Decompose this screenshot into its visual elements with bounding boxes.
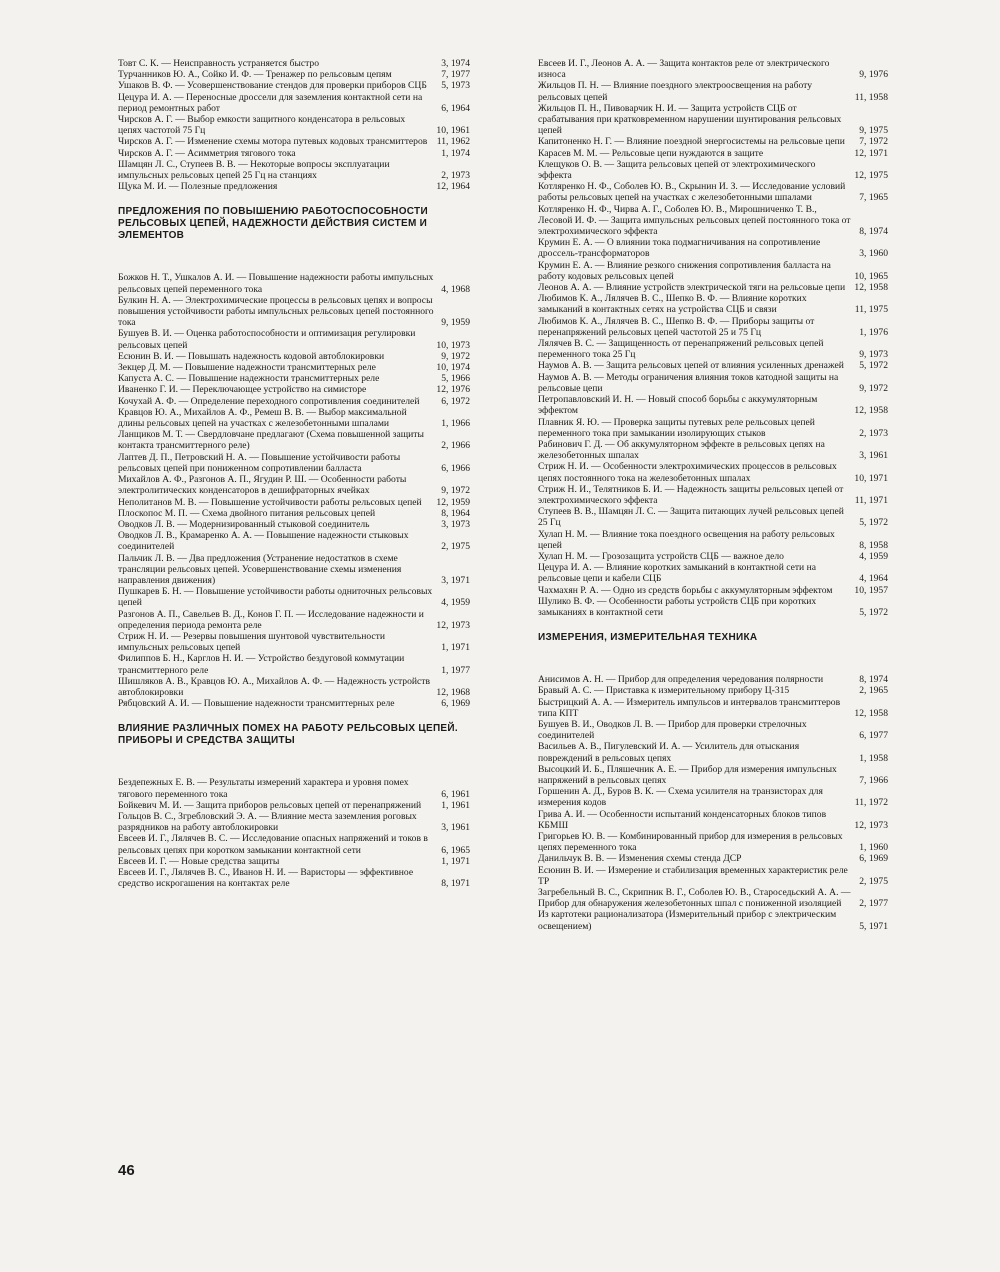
index-entry: [538, 741, 888, 763]
entry-citation: Пушкарев Б. Н. — Повышение устойчивости работы одниточных рельсовых цепей: [118, 586, 433, 609]
entry-issue-year: 6, 1961: [441, 788, 470, 800]
entry-issue-year: 7, 1966: [859, 774, 888, 786]
entry-citation: Есюнин В. И. — Измерение и стабилизация временных характеристик реле ТР: [538, 864, 848, 887]
entry-citation: Котляренко Н. Ф., Соболев Ю. В., Скрынин И. З. — Исследование условий работы рельсовых цепей на участках с железобетонными шпалами: [538, 181, 846, 204]
section-interference-entries: [118, 777, 470, 889]
entry-issue-year: 7, 1972: [859, 136, 888, 148]
entry-citation: Леонов А. А. — Влияние устройств электрической тяги на рельсовые цепи: [538, 282, 846, 294]
entry-citation: Чахмахян Р. А. — Одно из средств борьбы с аккумуляторным эффектом: [538, 584, 833, 596]
entry-issue-year: 4, 1968: [441, 283, 470, 295]
entry-issue-year: 4, 1959: [441, 597, 470, 609]
entry-citation: Щука М. И. — Полезные предложения: [118, 181, 278, 193]
index-entry: [538, 719, 888, 741]
top-entries: [118, 58, 470, 192]
entry-citation: Турчанников Ю. А., Сойко И. Ф. — Тренажер по рельсовым цепям: [118, 69, 392, 81]
entry-citation: Филиппов Б. Н., Карглов Н. И. — Устройство бездуговой коммутации трансмиттерного реле: [118, 653, 405, 676]
entry-issue-year: 2, 1966: [441, 440, 470, 452]
index-entry: [538, 887, 888, 909]
entry-issue-year: 12, 1959: [436, 496, 470, 508]
entry-issue-year: 5, 1972: [859, 517, 888, 529]
entry-issue-year: 11, 1958: [854, 91, 888, 103]
section-measurements-entries: [538, 674, 888, 932]
entry-citation: Капитоненко Н. Г. — Влияние поездной энергосистемы на рельсовые цепи: [538, 136, 845, 148]
left-column: [118, 58, 470, 889]
index-entry: [118, 136, 470, 147]
index-entry: [118, 631, 470, 653]
entry-issue-year: 1, 1961: [441, 799, 470, 811]
entry-issue-year: 6, 1966: [441, 462, 470, 474]
entry-issue-year: 3, 1973: [441, 518, 470, 530]
entry-citation: Анисимов А. Н. — Прибор для определения чередования полярности: [538, 674, 824, 686]
index-entry: [538, 282, 888, 293]
index-entry: [538, 909, 888, 931]
entry-issue-year: 3, 1971: [441, 574, 470, 586]
index-entry: [118, 407, 470, 429]
entry-citation: Васильев А. В., Пигулевский И. А. — Усилитель для отыскания повреждений в рельсовых цепях: [538, 741, 800, 764]
index-entry: [538, 809, 888, 831]
section-title-interference: ВЛИЯНИЕ РАЗЛИЧНЫХ ПОМЕХ НА РАБОТУ РЕЛЬСОВЫХ ЦЕПЕЙ. ПРИБОРЫ И СРЕДСТВА ЗАЩИТЫ: [118, 723, 458, 747]
right-column: [538, 58, 888, 932]
index-entry: [118, 351, 470, 362]
index-entry: [538, 316, 888, 338]
section-proposals-entries: [118, 272, 470, 709]
index-entry: [538, 865, 888, 887]
entry-issue-year: 4, 1959: [859, 550, 888, 562]
entry-issue-year: 12, 1973: [854, 819, 888, 831]
entry-citation: Бравый А. С. — Приставка к измерительному прибору Ц-315: [538, 685, 790, 697]
index-entry: [118, 497, 470, 508]
entry-citation: Кочухай А. Ф. — Определение переходного сопротивления соединителей: [118, 395, 420, 407]
index-entry: [118, 777, 470, 799]
index-entry: [538, 831, 888, 853]
entry-citation: Иваненко Г. И. — Переключающее устройство на симисторе: [118, 384, 367, 396]
section-title-measurements: ИЗМЕРЕНИЯ, ИЗМЕРИТЕЛЬНАЯ ТЕХНИКА: [538, 632, 758, 644]
index-entry: [538, 338, 888, 360]
entry-issue-year: 1, 1971: [441, 642, 470, 654]
entry-issue-year: 9, 1973: [859, 349, 888, 361]
entry-issue-year: 6, 1969: [441, 698, 470, 710]
entry-issue-year: 10, 1961: [436, 125, 470, 137]
entry-citation: Загребельный В. С., Скрипник В. Г., Соболев Ю. В., Староседьский А. А. — Прибор для обнаружения железобетонных шпал с пониженной изоляцией: [538, 887, 851, 910]
entry-citation: Хулап Н. М. — Влияние тока поездного освещения на работу рельсовых цепей: [538, 528, 835, 551]
entry-issue-year: 9, 1959: [441, 317, 470, 329]
entry-issue-year: 1, 1977: [441, 664, 470, 676]
index-entry: [538, 58, 888, 80]
index-entry: [538, 260, 888, 282]
index-entry: [538, 148, 888, 159]
entry-citation: Чирсков А. Г. — Выбор емкости защитного конденсатора в рельсовых цепях частотой 75 Гц: [118, 114, 406, 137]
entry-citation: Божков Н. Т., Ушкалов А. И. — Повышение надежности работы импульсных рельсовых цепей переменного тока: [118, 272, 434, 295]
index-entry: [538, 562, 888, 584]
entry-citation: Крумин Е. А. — О влиянии тока подмагничивания на сопротивление дроссель-трансформаторов: [538, 237, 821, 260]
index-entry: [118, 159, 470, 181]
entry-citation: Евсеев И. Г., Леонов А. А. — Защита контактов реле от электрического износа: [538, 58, 830, 81]
entry-citation: Крумин Е. А. — Влияние резкого снижения сопротивления балласта на работу кодовых рельсовых цепей: [538, 259, 831, 282]
entry-citation: Бездепежных Е. В. — Результаты измерений характера и уровня помех тягового переменного тока: [118, 777, 409, 800]
index-entry: [118, 295, 470, 329]
index-entry: [118, 272, 470, 294]
entry-issue-year: 12, 1971: [854, 147, 888, 159]
entry-citation: Евсеев И. Г., Лялячев В. С., Иванов Н. И. — Варисторы — эффективное средство искрогашения на контактах реле: [118, 866, 414, 890]
index-entry: [118, 856, 470, 867]
entry-issue-year: 2, 1977: [859, 898, 888, 910]
page-number: 46: [118, 1162, 135, 1179]
entry-citation: Бушуев В. И. — Оценка работоспособности и оптимизация регулировки рельсовых цепей: [118, 328, 416, 351]
entry-citation: Из картотеки рационализатора (Измерительный прибор с электрическим освещением): [538, 909, 837, 932]
entry-citation: Евсеев И. Г. — Новые средства защиты: [118, 855, 280, 867]
index-entry: [538, 372, 888, 394]
index-entry: [118, 69, 470, 80]
entry-issue-year: 3, 1961: [441, 822, 470, 834]
entry-citation: Цецура И. А. — Влияние коротких замыканий в контактной сети на рельсовые цепи и кабели СЦБ: [538, 562, 816, 585]
entry-issue-year: 10, 1971: [854, 472, 888, 484]
entry-citation: Высоцкий И. Б., Пляшечник А. Е. — Прибор для измерения импульсных напряжений в рельсовых цепях: [538, 763, 837, 786]
entry-citation: Наумов А. В. — Методы ограничения влияния токов катодной защиты на рельсовые цепи: [538, 371, 839, 394]
index-entry: [118, 148, 470, 159]
entry-issue-year: 6, 1972: [441, 395, 470, 407]
index-entry: [118, 114, 470, 136]
entry-issue-year: 9, 1972: [859, 382, 888, 394]
index-entry: [118, 653, 470, 675]
entry-issue-year: 10, 1973: [436, 339, 470, 351]
entry-citation: Петропавловский И. Н. — Новый способ борьбы с аккумуляторным эффектом: [538, 394, 818, 417]
index-entry: [538, 764, 888, 786]
entry-issue-year: 2, 1965: [859, 685, 888, 697]
entry-issue-year: 8, 1974: [859, 674, 888, 686]
entry-issue-year: 8, 1974: [859, 226, 888, 238]
entry-issue-year: 2, 1975: [859, 875, 888, 887]
index-entry: [118, 553, 470, 587]
index-entry: [118, 586, 470, 608]
index-entry: [538, 136, 888, 147]
index-entry: [538, 103, 888, 137]
entry-issue-year: 2, 1973: [859, 427, 888, 439]
index-entry: [118, 362, 470, 373]
entry-issue-year: 7, 1977: [441, 69, 470, 81]
entry-issue-year: 12, 1958: [854, 707, 888, 719]
entry-citation: Рябцовский А. И. — Повышение надежности трансмиттерных реле: [118, 698, 395, 710]
index-entry: [118, 384, 470, 395]
entry-citation: Шишляков А. В., Кравцов Ю. А., Михайлов А. Ф. — Надежность устройств автоблокировки: [118, 675, 430, 698]
entry-citation: Чирсков А. Г. — Изменение схемы мотора путевых кодовых трансмиттеров: [118, 136, 428, 148]
entry-citation: Жильцов П. Н. — Влияние поездного электроосвещения на работу рельсовых цепей: [538, 80, 813, 103]
entry-citation: Любимов К. А., Лялячев В. С., Шепко В. Ф. — Приборы защиты от перенапряжений рельсовых цепей частотой 25 и 75 Гц: [538, 315, 815, 338]
entry-issue-year: 9, 1976: [859, 69, 888, 81]
entry-citation: Есюнин В. И. — Повышать надежность кодовой автоблокировки: [118, 350, 385, 362]
entry-citation: Неполитанов М. В. — Повышение устойчивости работы рельсовых цепей: [118, 496, 422, 508]
entry-issue-year: 12, 1964: [436, 181, 470, 193]
entry-issue-year: 9, 1972: [441, 350, 470, 362]
index-entry: [118, 676, 470, 698]
index-entry: [118, 530, 470, 552]
entry-citation: Евсеев И. Г., Лялячев В. С. — Исследование опасных напряжений и токов в рельсовых цепях при коротком замыкании контактной сети: [118, 833, 428, 856]
entry-citation: Ланщиков М. Т. — Свердловчане предлагают (Схема повышенной защиты контакта трансмиттерного реле): [118, 429, 424, 452]
index-entry: [118, 328, 470, 350]
entry-issue-year: 7, 1965: [859, 192, 888, 204]
index-entry: [118, 92, 470, 114]
entry-citation: Горшенин А. Д., Буров В. К. — Схема усилителя на транзисторах для измерения кодов: [538, 786, 823, 809]
entry-issue-year: 12, 1975: [854, 170, 888, 182]
index-entry: [118, 800, 470, 811]
entry-issue-year: 10, 1957: [854, 584, 888, 596]
entry-issue-year: 8, 1958: [859, 539, 888, 551]
entry-citation: Разгонов А. П., Савельев В. Д., Конов Г. П. — Исследование надежности и определения периода ремонта реле: [118, 608, 424, 631]
entry-issue-year: 2, 1973: [441, 170, 470, 182]
entry-citation: Ушаков В. Ф. — Усовершенствование стендов для проверки приборов СЦБ: [118, 80, 427, 92]
index-entry: [538, 484, 888, 506]
index-entry: [538, 439, 888, 461]
entry-citation: Хулап Н. М. — Грозозащита устройств СЦБ — важное дело: [538, 550, 784, 562]
entry-citation: Михайлов А. Ф., Разгонов А. П., Ягудин Р. Ш. — Особенности работы электролитических конденсаторов в дешифраторных ячейках: [118, 474, 407, 497]
entry-issue-year: 11, 1975: [854, 304, 888, 316]
entry-issue-year: 5, 1971: [859, 920, 888, 932]
entry-citation: Котляренко Н. Ф., Чирва А. Г., Соболев Ю. В., Мирошниченко Т. В., Лесовой И. Ф. — Защита импульсных рельсовых цепей постоянного тока от электрохимического эффекта: [538, 203, 851, 238]
entry-issue-year: 5, 1972: [859, 360, 888, 372]
index-entry: [538, 697, 888, 719]
index-entry: [538, 360, 888, 371]
index-entry: [118, 474, 470, 496]
entry-issue-year: 8, 1971: [441, 878, 470, 890]
entry-issue-year: 9, 1975: [859, 125, 888, 137]
entry-issue-year: 11, 1972: [854, 797, 888, 809]
continued-entries: [538, 58, 888, 618]
entry-citation: Быстрицкий А. А. — Измеритель импульсов и интервалов трансмиттеров типа КПТ: [538, 696, 841, 719]
entry-issue-year: 3, 1974: [441, 58, 470, 69]
entry-issue-year: 12, 1958: [854, 282, 888, 294]
index-entry: [118, 80, 470, 91]
entry-issue-year: 5, 1966: [441, 373, 470, 385]
index-entry: [538, 417, 888, 439]
entry-citation: Бушуев В. И., Оводков Л. В. — Прибор для проверки стрелочных соединителей: [538, 718, 807, 742]
entry-citation: Чирсков А. Г. — Асимметрия тягового тока: [118, 147, 296, 159]
index-entry: [118, 508, 470, 519]
entry-issue-year: 3, 1961: [859, 450, 888, 462]
entry-citation: Стриж Н. И. — Особенности электрохимических процессов в рельсовых цепях постоянного тока на железобетонных шпалах: [538, 461, 837, 484]
entry-issue-year: 1, 1971: [441, 855, 470, 867]
entry-citation: Карасев М. М. — Рельсовые цепи нуждаются в защите: [538, 147, 764, 159]
index-entry: [118, 609, 470, 631]
index-entry: [538, 394, 888, 416]
entry-citation: Товт С. К. — Неисправность устраняется быстро: [118, 58, 319, 69]
index-entry: [538, 786, 888, 808]
entry-citation: Зекцер Д. М. — Повышение надежности трансмиттерных реле: [118, 362, 376, 374]
index-entry: [118, 452, 470, 474]
entry-issue-year: 10, 1965: [854, 270, 888, 282]
index-entry: [538, 585, 888, 596]
entry-citation: Лялячев В. С. — Защищенность от перенапряжений рельсовых цепей переменного тока 25 Гц: [538, 338, 824, 361]
index-entry: [538, 237, 888, 259]
index-entry: [538, 551, 888, 562]
entry-citation: Кравцов Ю. А., Михайлов А. Ф., Ремеш В. В. — Выбор максимальной длины рельсовых цепей на участках с железобетонными шпалами: [118, 406, 407, 430]
index-entry: [118, 811, 470, 833]
entry-citation: Пальчик Л. В. — Два предложения (Устранение недостатков в схеме трансляции рельсовых цепей. Усовершенствование схемы изменения направления движения): [118, 552, 402, 586]
index-entry: [538, 293, 888, 315]
index-entry: [538, 674, 888, 685]
entry-issue-year: 1, 1974: [441, 147, 470, 159]
entry-citation: Оводков Л. В., Крамаренко А. А. — Повышение надежности стыковых соединителей: [118, 530, 409, 553]
entry-citation: Плоскопос М. П. — Схема двойного питания рельсовых цепей: [118, 507, 376, 519]
entry-citation: Бойкевич М. И. — Защита приборов рельсовых цепей от перенапряжений: [118, 799, 422, 811]
entry-issue-year: 8, 1964: [441, 507, 470, 519]
entry-issue-year: 5, 1972: [859, 606, 888, 618]
entry-issue-year: 5, 1973: [441, 80, 470, 92]
entry-citation: Капуста А. С. — Повышение надежности трансмиттерных реле: [118, 373, 380, 385]
index-entry: [118, 867, 470, 889]
entry-issue-year: 6, 1964: [441, 102, 470, 114]
index-entry: [118, 833, 470, 855]
entry-citation: Плавник Я. Ю. — Проверка защиты путевых реле рельсовых цепей переменного тока при замыкании изолирующих стыков: [538, 416, 815, 439]
entry-issue-year: 2, 1975: [441, 541, 470, 553]
entry-citation: Григорьев Ю. В. — Комбинированный прибор для измерения в рельсовых цепях переменного тока: [538, 831, 843, 854]
entry-citation: Жильцов П. Н., Пивоварчик Н. И. — Защита устройств СЦБ от срабатывания при кратковременном нарушении шунтирования рельсовых цепей: [538, 102, 842, 137]
entry-issue-year: 3, 1960: [859, 248, 888, 260]
index-entry: [538, 853, 888, 864]
entry-issue-year: 4, 1964: [859, 573, 888, 585]
index-entry: [118, 429, 470, 451]
entry-issue-year: 1, 1966: [441, 418, 470, 430]
entry-issue-year: 1, 1958: [859, 752, 888, 764]
entry-citation: Шулико В. Ф. — Особенности работы устройств СЦБ при коротких замыканиях в контактной сети: [538, 595, 817, 618]
entry-citation: Клещуков О. В. — Защита рельсовых цепей от электрохимического эффекта: [538, 158, 816, 182]
entry-citation: Стриж Н. И. — Резервы повышения шунтовой чувствительности импульсных рельсовых цепей: [118, 630, 385, 654]
entry-issue-year: 12, 1973: [436, 619, 470, 631]
index-entry: [538, 529, 888, 551]
entry-citation: Лаптев Д. П., Петровский Н. А. — Повышение устойчивости работы рельсовых цепей при пониженном сопротивлении балласта: [118, 451, 401, 474]
entry-citation: Булкин Н. А. — Электрохимические процессы в рельсовых цепях и вопросы повышения устойчивости работы импульсных рельсовых цепей постоянного тока: [118, 294, 434, 329]
index-entry: [538, 596, 888, 618]
entry-citation: Шамцян Л. С., Ступеев В. В. — Некоторые вопросы эксплуатации импульсных рельсовых цепей 25 Гц на станциях: [118, 158, 390, 182]
entry-issue-year: 10, 1974: [436, 362, 470, 374]
entry-issue-year: 6, 1965: [441, 844, 470, 856]
index-entry: [538, 181, 888, 203]
index-entry: [118, 396, 470, 407]
index-entry: [118, 58, 470, 69]
index-entry: [538, 461, 888, 483]
entry-issue-year: 6, 1969: [859, 853, 888, 865]
entry-citation: Оводков Л. В. — Модернизированный стыковой соединитель: [118, 518, 370, 530]
entry-issue-year: 11, 1962: [436, 136, 470, 148]
index-entry: [538, 80, 888, 102]
entry-citation: Грива А. И. — Особенности испытаний конденсаторных блоков типов КБМШ: [538, 808, 827, 831]
index-entry: [538, 685, 888, 696]
entry-issue-year: 9, 1972: [441, 485, 470, 497]
entry-issue-year: 11, 1971: [854, 494, 888, 506]
entry-issue-year: 1, 1960: [859, 842, 888, 854]
index-entry: [538, 159, 888, 181]
entry-issue-year: 12, 1968: [436, 686, 470, 698]
entry-citation: Гольцов В. С., Згребловский Э. А. — Влияние места заземления роговых разрядников на работу автоблокировки: [118, 810, 417, 834]
index-entry: [118, 373, 470, 384]
entry-issue-year: 12, 1976: [436, 384, 470, 396]
entry-citation: Стриж Н. И., Телятников Б. И. — Надежность защиты рельсовых цепей от электрохимического эффекта: [538, 483, 844, 506]
entry-issue-year: 6, 1977: [859, 730, 888, 742]
entry-issue-year: 1, 1976: [859, 326, 888, 338]
index-entry: [118, 698, 470, 709]
index-entry: [118, 181, 470, 192]
section-title-proposals: ПРЕДЛОЖЕНИЯ ПО ПОВЫШЕНИЮ РАБОТОСПОСОБНОСТИ РЕЛЬСОВЫХ ЦЕПЕЙ, НАДЕЖНОСТИ ДЕЙСТВИЯ СИСТЕМ И ЭЛЕМЕНТОВ: [118, 206, 428, 242]
entry-issue-year: 12, 1958: [854, 405, 888, 417]
entry-citation: Ступеев В. В., Шамцян Л. С. — Защита питающих лучей рельсовых цепей 25 Гц: [538, 506, 844, 529]
index-entry: [538, 506, 888, 528]
entry-citation: Наумов А. В. — Защита рельсовых цепей от влияния усиленных дренажей: [538, 360, 844, 372]
index-entry: [538, 204, 888, 238]
entry-citation: Рабинович Г. Д. — Об аккумуляторном эффекте в рельсовых цепях на железобетонных шпалах: [538, 438, 825, 462]
entry-citation: Цецура И. А. — Переносные дроссели для заземления контактной сети на период ремонтных работ: [118, 91, 423, 114]
entry-citation: Данильчук В. В. — Изменения схемы стенда ДСР: [538, 853, 742, 865]
entry-citation: Любимов К. А., Лялячев В. С., Шепко В. Ф. — Влияние коротких замыканий в контактных сетях на устройства СЦБ и связи: [538, 293, 807, 316]
index-entry: [118, 519, 470, 530]
